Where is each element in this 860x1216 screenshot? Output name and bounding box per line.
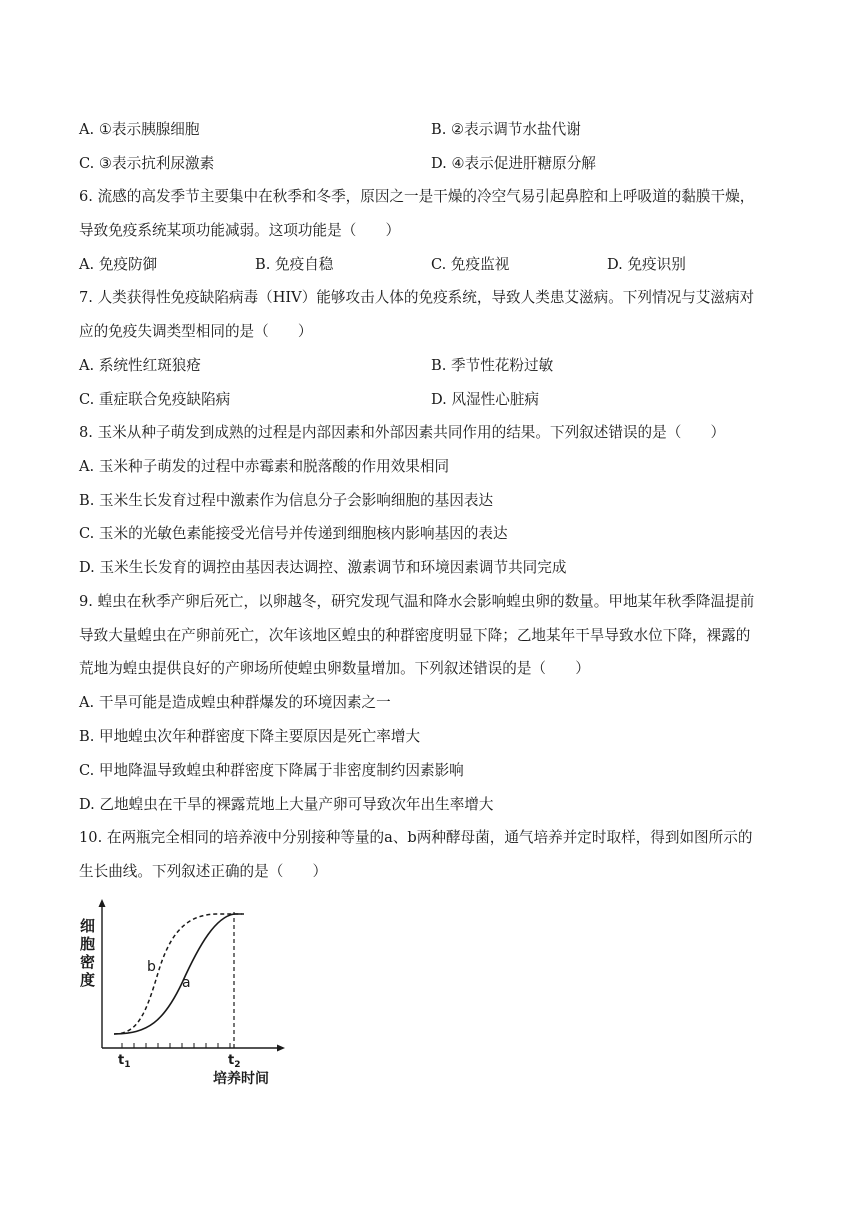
q9-option-a: A. 干旱可能是造成蝗虫种群爆发的环境因素之一: [79, 694, 391, 711]
q7-stem-line2: 应的免疫失调类型相同的是（ ）: [79, 323, 313, 340]
q9-option-c: C. 甲地降温导致蝗虫种群密度下降属于非密度制约因素影响: [79, 762, 464, 779]
y-label-char-1: 细: [80, 917, 96, 935]
t1-label: [118, 1053, 130, 1070]
q5-option-a: A. ①表示胰腺细胞: [79, 121, 200, 138]
q9-option-d: D. 乙地蝗虫在干旱的裸露荒地上大量产卵可导致次年出生率增大: [79, 796, 494, 813]
q9-stem-line2: 导致大量蝗虫在产卵前死亡，次年该地区蝗虫的种群密度明显下降；乙地某年干旱导致水位下降，裸露的: [79, 627, 751, 644]
q6-option-d: D. 免疫识别: [607, 256, 686, 273]
x-axis-arrow: [277, 1045, 285, 1052]
q8-option-b: B. 玉米生长发育过程中激素作为信息分子会影响细胞的基因表达: [79, 492, 494, 509]
q9-stem-line1: 9. 蝗虫在秋季产卵后死亡，以卵越冬，研究发现气温和降水会影响蝗虫卵的数量。甲地某年秋季降温提前: [79, 593, 755, 610]
t2-subscript: 2: [234, 1060, 241, 1070]
t1-subscript: 1: [124, 1060, 131, 1070]
x-axis-ticks: [122, 1043, 230, 1048]
q7-option-a: A. 系统性红斑狼疮: [79, 357, 201, 374]
curve-a-label: a: [182, 975, 191, 991]
growth-curve-figure: [76, 893, 286, 1093]
q5-option-d: D. ④表示促进肝糖原分解: [431, 155, 596, 172]
q10-stem-line2: 生长曲线。下列叙述正确的是（ ）: [79, 863, 328, 880]
q5-option-c: C. ③表示抗利尿激素: [79, 155, 215, 172]
q7-option-d: D. 风湿性心脏病: [431, 391, 540, 408]
q7-option-b: B. 季节性花粉过敏: [431, 357, 554, 374]
q8-option-d: D. 玉米生长发育的调控由基因表达调控、激素调节和环境因素调节共同完成: [79, 559, 567, 576]
q6-stem-line2: 导致免疫系统某项功能减弱。这项功能是（ ）: [79, 222, 401, 239]
t2-letter: t: [228, 1053, 235, 1068]
q6-option-a: A. 免疫防御: [79, 256, 158, 273]
curve-b: [114, 914, 242, 1034]
x-axis-label: 培养时间: [213, 1071, 269, 1087]
q6-option-c: C. 免疫监视: [431, 256, 510, 273]
q7-stem-line1: 7. 人类获得性免疫缺陷病毒（HIV）能够攻击人体的免疫系统，导致人类患艾滋病。下列情况与艾滋病对: [79, 289, 755, 306]
curve-a: [114, 914, 244, 1034]
y-label-char-2: 胞: [80, 935, 96, 953]
q9-option-b: B. 甲地蝗虫次年种群密度下降主要原因是死亡率增大: [79, 728, 421, 745]
q8-option-c: C. 玉米的光敏色素能接受光信号并传递到细胞核内影响基因的表达: [79, 525, 508, 542]
q5-option-b: B. ②表示调节水盐代谢: [431, 121, 581, 138]
q8-stem-line1: 8. 玉米从种子萌发到成熟的过程是内部因素和外部因素共同作用的结果。下列叙述错误的是（ ）: [79, 424, 726, 441]
q6-option-b: B. 免疫自稳: [255, 256, 334, 273]
y-axis-arrow: [99, 899, 106, 907]
t2-label: [228, 1053, 240, 1070]
t1-letter: t: [118, 1053, 125, 1068]
curve-b-label: b: [147, 959, 156, 975]
q6-stem-line1: 6. 流感的高发季节主要集中在秋季和冬季，原因之一是干燥的冷空气易引起鼻腔和上呼吸道的黏膜干燥，: [79, 188, 755, 205]
q7-option-c: C. 重症联合免疫缺陷病: [79, 391, 231, 408]
y-label-char-3: 密: [80, 953, 96, 971]
q8-option-a: A. 玉米种子萌发的过程中赤霉素和脱落酸的作用效果相同: [79, 458, 450, 475]
growth-curve-svg: [76, 893, 286, 1093]
q10-stem-line1: 10. 在两瓶完全相同的培养液中分别接种等量的a、b两种酵母菌，通气培养并定时取样，得到如图所示的: [79, 829, 753, 846]
q9-stem-line3: 荒地为蝗虫提供良好的产卵场所使蝗虫卵数量增加。下列叙述错误的是（ ）: [79, 660, 590, 677]
y-label-char-4: 度: [80, 971, 96, 989]
